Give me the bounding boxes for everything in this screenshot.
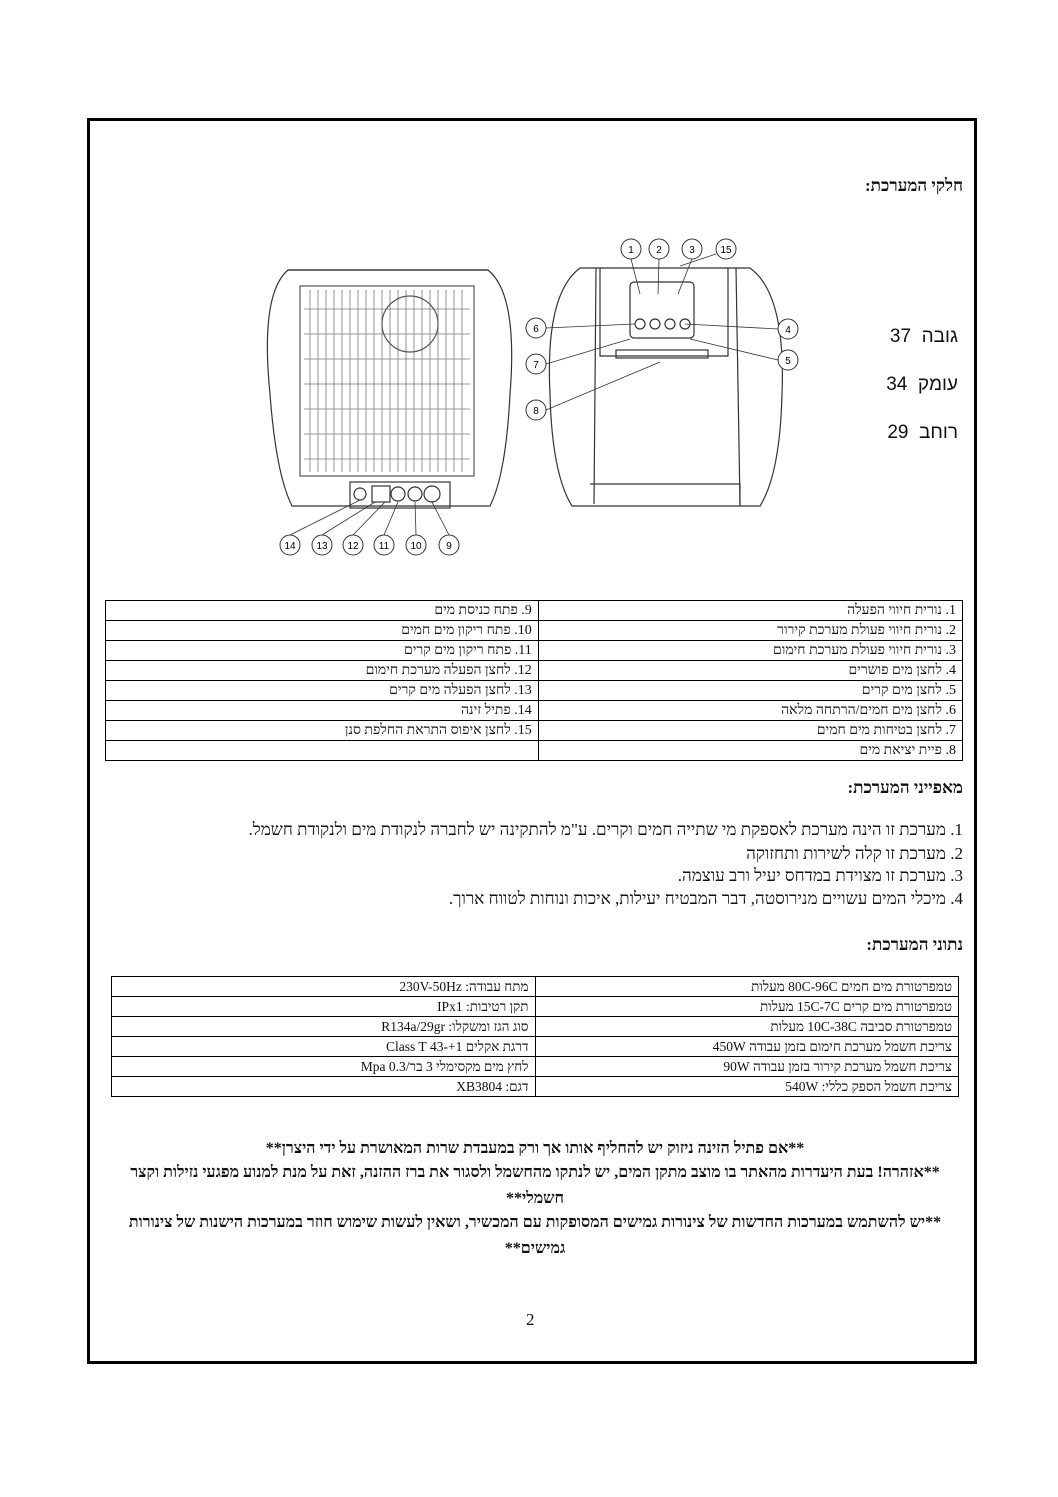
parts-cell: 14. פתיל זינה xyxy=(106,701,539,721)
table-row xyxy=(112,1077,959,1097)
table-row xyxy=(112,1037,959,1057)
callout-2 xyxy=(649,239,669,259)
table-row xyxy=(106,601,963,621)
parts-cell: 1. נורית חיווי הפעלה xyxy=(538,601,962,621)
svg-text:2: 2 xyxy=(656,245,662,256)
feature-item: 2. מערכת זו קלה לשירות ותחזוקה xyxy=(746,844,963,863)
table-row xyxy=(106,621,963,641)
parts-cell: 15. לחצן איפוס התראת החלפת סנן xyxy=(106,721,539,741)
callout-5 xyxy=(778,350,798,370)
parts-cell: 12. לחצן הפעלה מערכת חימום xyxy=(106,661,539,681)
spec-cell: דגם: XB3804 xyxy=(112,1077,536,1097)
features-heading: מאפייני המערכת: xyxy=(847,778,963,797)
svg-text:7: 7 xyxy=(533,360,539,371)
svg-text:10: 10 xyxy=(410,541,422,552)
table-row xyxy=(112,977,959,997)
table-row xyxy=(112,1057,959,1077)
parts-cell: 13. לחצן הפעלה מים קרים xyxy=(106,681,539,701)
callout-15 xyxy=(716,239,736,259)
table-row xyxy=(112,1017,959,1037)
callout-10 xyxy=(406,535,426,555)
table-row xyxy=(106,641,963,661)
parts-cell: 5. לחצן מים קרים xyxy=(538,681,962,701)
callout-13 xyxy=(312,535,332,555)
callout-12 xyxy=(343,535,363,555)
callout-4 xyxy=(778,319,798,339)
parts-cell: 2. נורית חיווי פעולת מערכת קירור xyxy=(538,621,962,641)
spec-cell: תקן רטיבות: IPx1 xyxy=(112,997,536,1017)
callout-7 xyxy=(526,354,546,374)
dispenser-diagram xyxy=(200,234,820,564)
callout-9 xyxy=(439,535,459,555)
table-row xyxy=(112,997,959,1017)
spec-cell: צריכת חשמל מערכת קירור בזמן עבודה 90W xyxy=(535,1057,959,1077)
spec-cell: סוג הגז ומשקלו: R134a/29gr xyxy=(112,1017,536,1037)
callout-8 xyxy=(526,400,546,420)
svg-text:8: 8 xyxy=(533,406,539,417)
spec-cell: לחץ מים מקסימלי 3 בר/Mpa 0.3 xyxy=(112,1057,536,1077)
callout-3 xyxy=(682,239,702,259)
svg-text:11: 11 xyxy=(378,541,390,552)
svg-text:1: 1 xyxy=(628,245,634,256)
warning-cord: **אם פתיל הזינה ניזוק יש להחליף אותו אך ורק במעבדת שרות המאושרת על ידי היצרן** xyxy=(265,1140,805,1157)
dimension-depth: עומק 34 xyxy=(886,374,958,395)
feature-item: 4. מיכלי המים עשויים מנירוסטה, דבר המבטיח יעילות, איכות ונוחות לטווח ארוך. xyxy=(448,889,963,908)
callout-1 xyxy=(621,239,641,259)
parts-cell: 6. לחצן מים חמים/הרתחה מלאה xyxy=(538,701,962,721)
specs-heading: נתוני המערכת: xyxy=(866,935,963,954)
table-row xyxy=(106,701,963,721)
page-number: 2 xyxy=(526,1310,535,1329)
svg-text:14: 14 xyxy=(284,541,296,552)
callout-11 xyxy=(374,535,394,555)
parts-cell xyxy=(106,741,539,761)
table-row xyxy=(106,721,963,741)
warning-hoses: **יש להשתמש במערכות החדשות של צינורות גמישים המסופקות עם המכשיר, ושאין לעשות שימוש חוזר במערכות הישנות של צינורות גמישים** xyxy=(128,1214,942,1257)
table-row xyxy=(106,681,963,701)
spec-cell: דרגת אקלים 1+-43 Class T xyxy=(112,1037,536,1057)
feature-item: 3. מערכת זו מצוידת במדחס יעיל ורב עוצמה. xyxy=(677,866,963,885)
spec-cell: מתח עבודה: 230V-50Hz xyxy=(112,977,536,997)
svg-text:9: 9 xyxy=(446,541,452,552)
parts-table xyxy=(105,600,963,761)
table-row xyxy=(106,741,963,761)
parts-cell: 3. נורית חיווי פעולת מערכת חימום xyxy=(538,641,962,661)
parts-cell: 4. לחצן מים פושרים xyxy=(538,661,962,681)
table-row xyxy=(106,661,963,681)
parts-cell: 9. פתח כניסת מים xyxy=(106,601,539,621)
specs-table xyxy=(111,976,959,1097)
spec-cell: טמפרטורת מים קרים 15C-7C מעלות xyxy=(535,997,959,1017)
svg-text:3: 3 xyxy=(689,245,695,256)
spec-cell: צריכת חשמל הספק כללי: 540W xyxy=(535,1077,959,1097)
spec-cell: צריכת חשמל מערכת חימום בזמן עבודה 450W xyxy=(535,1037,959,1057)
feature-item: 1. מערכת זו הינה מערכת לאספקת מי שתייה חמים וקרים. ע"מ להתקינה יש לחברה לנקודת מים ולנקודת חשמל. xyxy=(248,820,963,839)
svg-text:5: 5 xyxy=(785,356,791,367)
dimension-width: רוחב 29 xyxy=(887,422,958,443)
svg-text:15: 15 xyxy=(720,245,732,256)
parts-cell: 8. פיית יציאת מים xyxy=(538,741,962,761)
parts-cell: 10. פתח ריקון מים חמים xyxy=(106,621,539,641)
svg-text:13: 13 xyxy=(316,541,328,552)
front-view-outline xyxy=(549,268,782,506)
parts-cell: 11. פתח ריקון מים קרים xyxy=(106,641,539,661)
svg-text:4: 4 xyxy=(785,325,791,336)
callout-14 xyxy=(280,535,300,555)
dimension-height: גובה 37 xyxy=(889,326,958,347)
svg-text:12: 12 xyxy=(347,541,359,552)
parts-heading: חלקי המערכת: xyxy=(865,176,963,195)
warning-absence: **אזהרה! בעת היעדרות מהאתר בו מוצב מתקן המים, יש לנתקו מהחשמל ולסגור את ברז ההזנה, זאת על מנת למנוע מפגעי נזילות וקצר חשמלי** xyxy=(130,1164,940,1207)
callout-6 xyxy=(526,318,546,338)
parts-cell: 7. לחצן בטיחות מים חמים xyxy=(538,721,962,741)
svg-text:6: 6 xyxy=(533,324,539,335)
spec-cell: טמפרטורת מים חמים 80C-96C מעלות xyxy=(535,977,959,997)
spec-cell: טמפרטורת סביבה 10C-38C מעלות xyxy=(535,1017,959,1037)
